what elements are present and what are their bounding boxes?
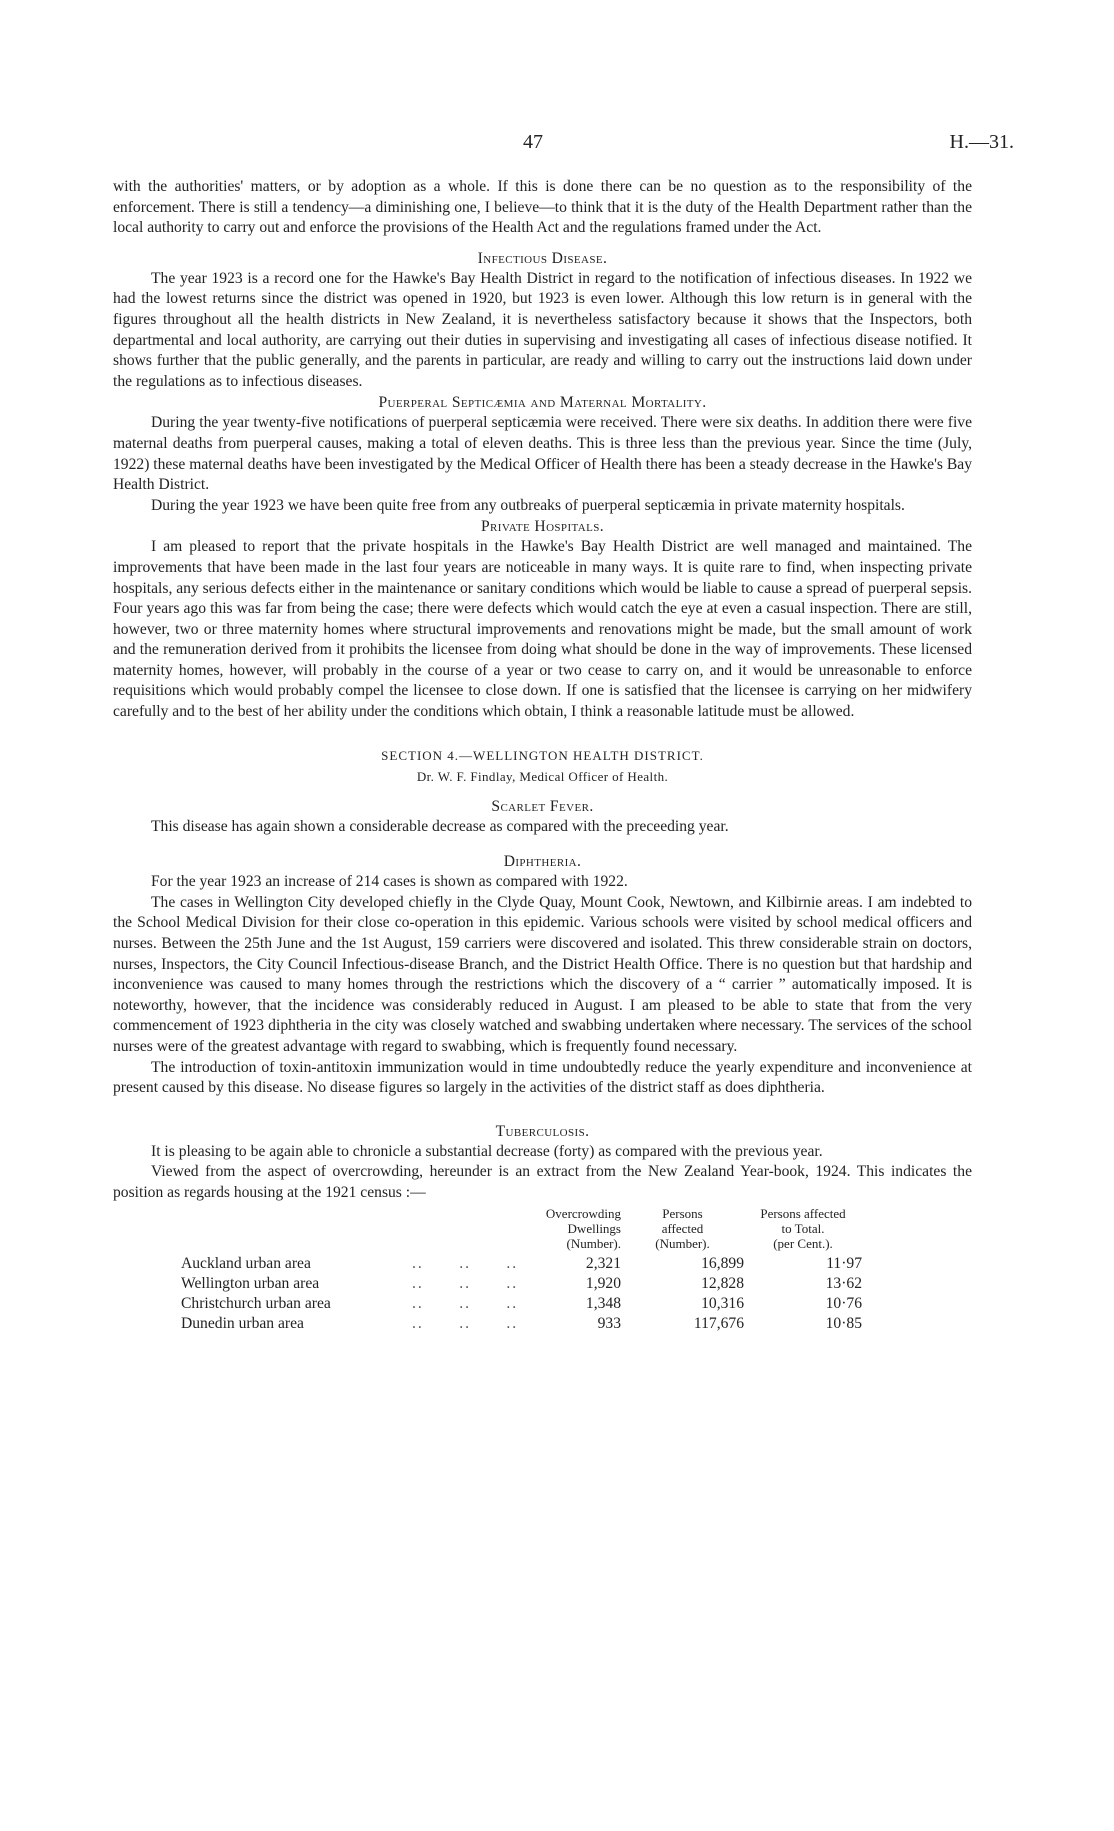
paragraph-puerperal-1: During the year twenty-five notifications of puerperal septicæmia were received. There were six deaths. In addition there were five maternal deaths from puerperal causes, making a total of eleven deaths. This is three less than the previous year. Since the time (July, 1922) these maternal deaths have been investigated by the Medical Officer of Health there has been a steady decrease in the Hawke's Bay Health District. (113, 414, 972, 494)
document-reference: H.—31. (949, 131, 1014, 153)
percent-value: 11·97 (826, 1254, 862, 1272)
table-row: Christchurch urban area .. .. .. 1,348 10,316 10·76 (181, 1294, 862, 1312)
overcrowding-table (181, 1206, 862, 1334)
heading-infectious-disease: Infectious Disease. (477, 249, 608, 267)
dwellings-value: 933 (597, 1314, 621, 1332)
table-header-row (181, 1206, 862, 1254)
paragraph-continuation: with the authorities' matters, or by adoption as a whole. If this is done there can be no question as to the responsibility of the enforcement. There is still a tendency—a diminishing one, I believe—to think that it is the duty of the Health Department rather than the local authority to carry out and enforce the provisions of the Health Act and the regulations framed under the Act. (113, 178, 972, 237)
persons-value: 12,828 (701, 1274, 744, 1292)
area-name: Wellington urban area (181, 1274, 320, 1292)
percent-value: 10·85 (825, 1314, 862, 1332)
heading-tuberculosis: Tuberculosis. (495, 1122, 590, 1140)
area-name: Dunedin urban area (181, 1314, 304, 1332)
percent-value: 10·76 (825, 1294, 862, 1312)
area-name: Christchurch urban area (181, 1294, 331, 1312)
percent-value: 13·62 (825, 1274, 862, 1292)
paragraph-infectious-disease: The year 1923 is a record one for the Hawke's Bay Health District in regard to the notification of infectious diseases. In 1922 we had the lowest returns since the district was opened in 1920, but 1923 is even lower. Although this low return is in general with the figures throughout all the health districts in New Zealand, it is nevertheless satisfactory because it shows that the Inspectors, both departmental and local authority, are carrying out their duties in supervising and investigating all cases of infectious disease notified. It shows further that the public generally, and the parents in particular, are ready and willing to carry out the instructions laid down under the regulations as to infectious diseases. (113, 269, 972, 390)
heading-scarlet-fever: Scarlet Fever. (491, 797, 594, 815)
dwellings-value: 2,321 (585, 1254, 621, 1272)
document-body (113, 177, 972, 1334)
table-row: Auckland urban area .. .. .. 2,321 16,899 11·97 (181, 1254, 862, 1272)
page-number: 47 (523, 131, 543, 153)
paragraph-scarlet-fever: This disease has again shown a considerable decrease as compared with the preceeding year. (151, 817, 729, 835)
paragraph-puerperal-2: During the year 1923 we have been quite free from any outbreaks of puerperal septicæmia in private maternity hospitals. (151, 496, 905, 514)
heading-private-hospitals: Private Hospitals. (480, 518, 605, 536)
area-name: Auckland urban area (181, 1254, 311, 1272)
persons-value: 16,899 (701, 1254, 744, 1272)
table-row: Wellington urban area .. .. .. 1,920 12,828 13·62 (181, 1274, 862, 1292)
persons-value: 117,676 (693, 1314, 744, 1332)
dwellings-value: 1,920 (585, 1274, 621, 1292)
heading-puerperal-septicaemia: Puerperal Septicæmia and Maternal Mortality. (378, 394, 707, 412)
header-overcrowding-dwellings: Overcrowding Dwellings (Number). (545, 1205, 621, 1251)
paragraph-tuberculosis-2: Viewed from the aspect of overcrowding, hereunder is an extract from the New Zealand Year-book, 1924. This indicates the position as regards housing at the 1921 census :— (113, 1163, 972, 1201)
paragraph-tuberculosis-1: It is pleasing to be again able to chronicle a substantial decrease (forty) as compared with the previous year. (151, 1142, 823, 1160)
heading-section-wellington: SECTION 4.—WELLINGTON HEALTH DISTRICT. (381, 747, 704, 763)
page-header (0, 131, 1114, 161)
paragraph-diphtheria-1: For the year 1923 an increase of 214 cases is shown as compared with 1922. (151, 873, 628, 891)
header-percent-affected: Persons affected to Total. (per Cent.). (760, 1205, 846, 1251)
dwellings-value: 1,348 (585, 1294, 621, 1312)
medical-officer-line: Dr. W. F. Findlay, Medical Officer of Health. (416, 768, 669, 784)
paragraph-private-hospitals: I am pleased to report that the private hospitals in the Hawke's Bay Health District are well managed and maintained. The improvements that have been made in the last four years are noticeable in many ways. It is quite rare to find, when inspecting private hospitals, any serious defects either in the maintenance or sanitary conditions which would be liable to cause a spread of puerperal sepsis. Four years ago this was far from being the case; there were defects which would catch the eye at even a casual inspection. There are still, however, two or three maternity homes where structural improvements and renovations might be made, but the small amount of work and the remuneration derived from it prohibits the licensee from doing what should be done in the way of improvements. These licensed maternity homes, however, will probably in the course of a year or two cease to carry on, and it would be unreasonable to enforce requisitions which would probably compel the licensee to close down. If one is satisfied that the licensee is carrying on her midwifery carefully and to the best of her ability under the conditions which obtain, I think a reasonable latitude must be allowed. (113, 538, 972, 721)
paragraph-diphtheria-2: The cases in Wellington City developed chiefly in the Clyde Quay, Mount Cook, Newtown, and Kilbirnie areas. I am indebted to the School Medical Division for their close co-operation in this epidemic. Various schools were visited by school medical officers and nurses. Between the 25th June and the 1st August, 159 carriers were discovered and isolated. This threw considerable strain on doctors, nurses, Inspectors, the City Council Infectious-disease Branch, and the District Health Office. There is no question but that hardship and inconvenience was caused to many homes through the restrictions which the discovery of a “ carrier ” automatically imposed. It is noteworthy, however, that the incidence was considerably reduced in August. I am pleased to be able to state that from the very commencement of 1923 diphtheria in the city was closely watched and swabbing undertaken where necessary. The services of the school nurses were of the greatest advantage with regard to swabbing, which is frequently found necessary. (113, 893, 972, 1055)
header-persons-affected: Persons affected (Number). (655, 1205, 710, 1251)
persons-value: 10,316 (701, 1294, 744, 1312)
paragraph-diphtheria-3: The introduction of toxin-antitoxin immunization would in time undoubtedly reduce the yearly expenditure and inconvenience at present caused by this disease. No disease figures so largely in the activities of the district staff as does diphtheria. (113, 1058, 972, 1097)
heading-diphtheria: Diphtheria. (503, 853, 582, 871)
table-row: Dunedin urban area .. .. .. 933 117,676 10·85 (181, 1314, 862, 1332)
